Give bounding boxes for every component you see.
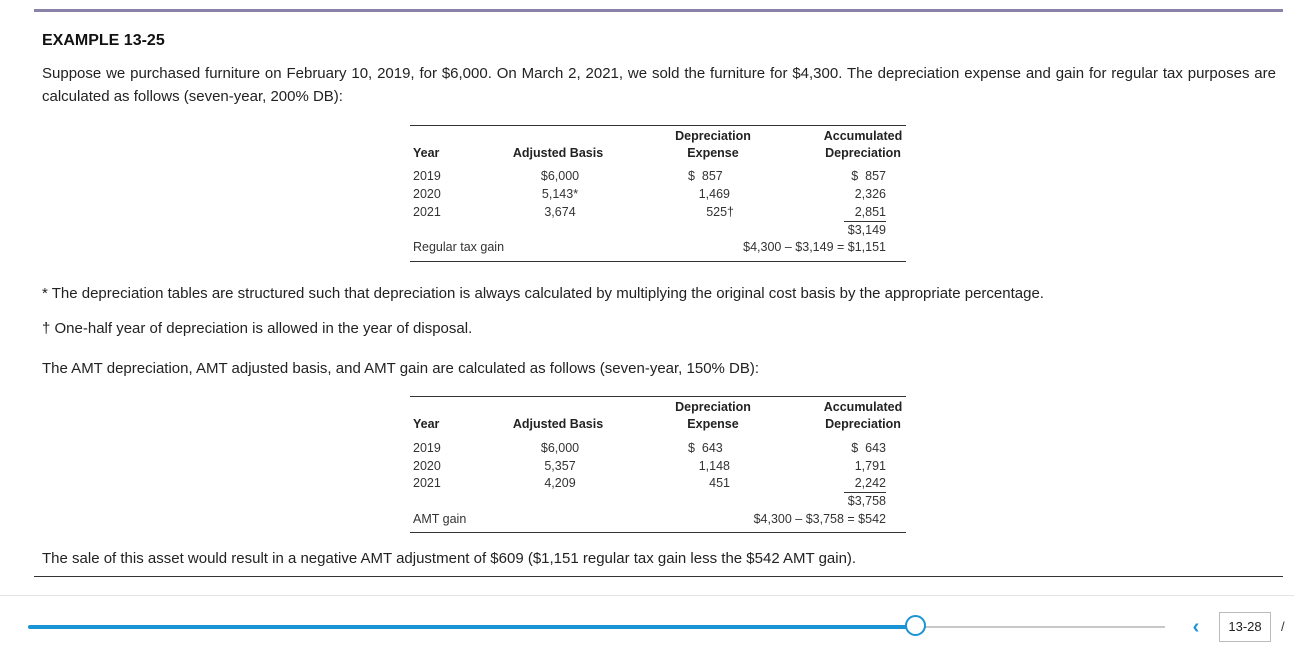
page-number-input[interactable]: 13-28 [1219,612,1271,642]
total-accumulated: $3,758 [847,494,886,508]
row-accum: $ 857 [851,169,886,183]
row-year: 2020 [413,187,441,201]
row-accum: 1,791 [854,459,886,473]
example-title: EXAMPLE 13-25 [42,32,165,49]
row-accum: $ 643 [851,441,886,455]
header-adjusted-basis: Adjusted Basis [512,146,604,160]
amt-table [410,396,906,534]
row-expense: 451 [709,476,730,490]
header-adjusted-basis: Adjusted Basis [512,417,604,431]
page-slider-progress [28,625,915,629]
header-year: Year [413,146,440,160]
total-accumulated: $3,149 [847,223,886,237]
footnote-dagger: † One-half year of depreciation is allowed in the year of disposal. [42,320,473,337]
gain-label: Regular tax gain [413,240,505,254]
row-basis: 3,674 [544,205,576,219]
row-basis: 5,143* [541,187,579,201]
amt-intro: The AMT depreciation, AMT adjusted basis, and AMT gain are calculated as follows (seven-year, 150% DB): [42,360,760,377]
row-expense: 1,148 [698,459,730,473]
header-depreciation-line1: Depreciation [675,129,751,143]
top-divider [34,9,1283,12]
header-accumulated-line2: Depreciation [825,417,901,431]
footnote-star: * The depreciation tables are structured such that depreciation is always calculated by multiplying the original cost basis by the appropriate percentage. [42,285,1044,302]
row-year: 2021 [413,476,441,490]
row-expense: 1,469 [698,187,730,201]
bottom-divider [34,576,1283,577]
gain-label: AMT gain [413,512,467,526]
table-top-rule [410,396,906,397]
table-bottom-rule [410,261,906,262]
row-year: 2019 [413,169,441,183]
header-accumulated-line1: Accumulated [823,400,903,414]
row-accum: 2,242 [844,475,886,493]
conclusion: The sale of this asset would result in a negative AMT adjustment of $609 ($1,151 regular tax gain less the $542 AMT gain). [42,550,857,567]
chevron-left-icon[interactable]: ‹ [1192,616,1200,638]
row-basis: $6,000 [540,441,580,455]
example-intro: Suppose we purchased furniture on February 10, 2019, for $6,000. On March 2, 2021, we sold the furniture for $4,300. The depreciation expense and gain for regular tax purposes are calculated as follows (seven-year, 200% DB): [42,65,1276,105]
header-depreciation-line2: Expense [687,417,739,431]
row-year: 2019 [413,441,441,455]
header-depreciation-line1: Depreciation [675,400,751,414]
row-year: 2021 [413,205,441,219]
header-accumulated-line2: Depreciation [825,146,901,160]
row-basis: 5,357 [544,459,576,473]
header-depreciation-line2: Expense [687,146,739,160]
header-year: Year [413,417,440,431]
page-slider-thumb[interactable] [905,615,926,636]
toolbar-separator [0,595,1294,596]
regular-tax-table [410,125,906,263]
gain-calculation: $4,300 – $3,149 = $1,151 [743,240,886,254]
gain-calculation: $4,300 – $3,758 = $542 [753,512,886,526]
header-accumulated-line1: Accumulated [823,129,903,143]
row-expense: $ 857 [688,169,723,183]
table-bottom-rule [410,532,906,533]
row-expense: $ 643 [688,441,723,455]
row-basis: 4,209 [544,476,576,490]
row-accum: 2,851 [844,204,886,222]
page-separator: / [1281,619,1285,634]
row-basis: $6,000 [540,169,580,183]
row-year: 2020 [413,459,441,473]
row-expense: 525† [706,205,734,219]
table-top-rule [410,125,906,126]
row-accum: 2,326 [854,187,886,201]
